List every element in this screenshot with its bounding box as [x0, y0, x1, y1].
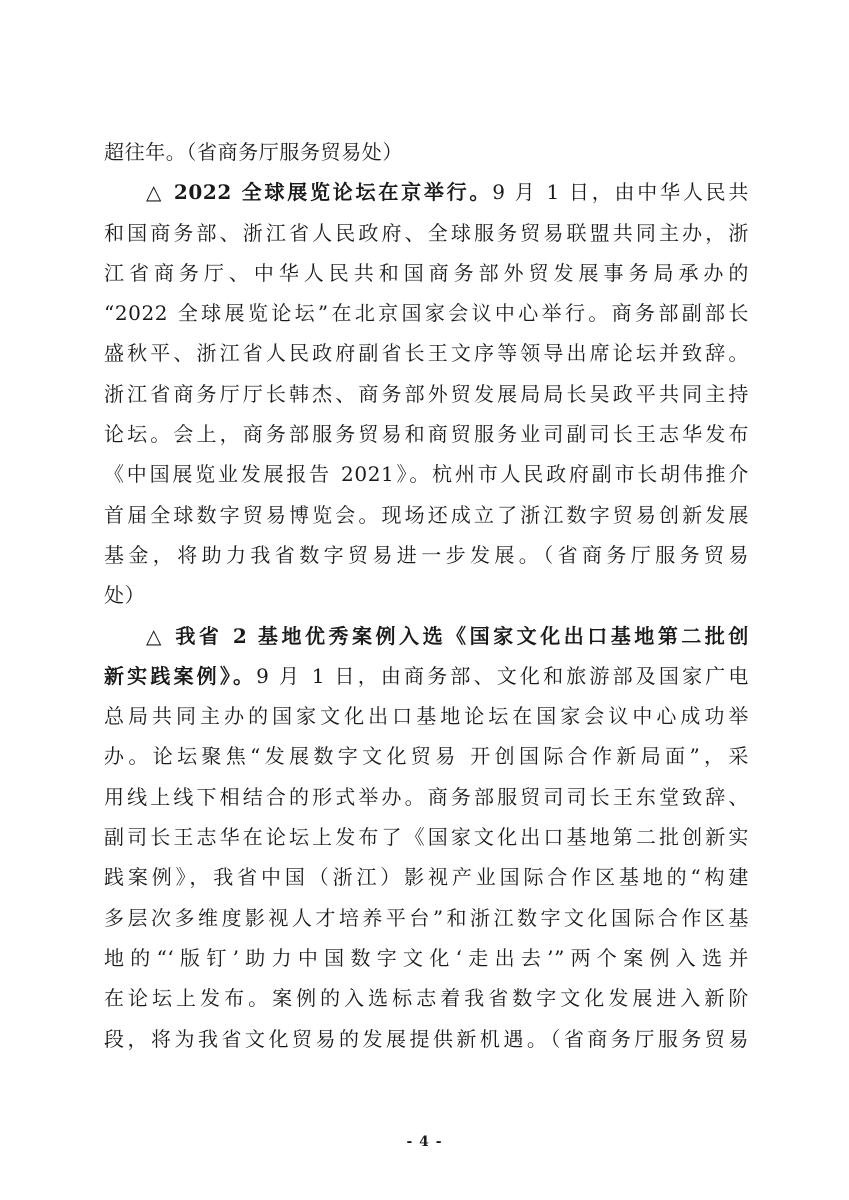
news-item-expo-forum-first-line	[104, 172, 749, 212]
paragraph-line: 论坛。会上，商务部服务贸易和商贸服务业司副司长王志华发布	[104, 422, 749, 447]
paragraph-line: 地的“‘版钉’助力中国数字文化‘走出去’”两个案例入选并	[104, 945, 749, 970]
page-number: - 4 -	[406, 1134, 443, 1150]
paragraph-line: 盛秋平、浙江省人民政府副省长王文序等领导出席论坛并致辞。	[104, 341, 749, 366]
paragraph-line: “2022 全球展览论坛”在北京国家会议中心举行。商务部副部长	[104, 301, 749, 326]
paragraph-line: 处）	[104, 583, 146, 608]
news-item-title: 新实践案例》。	[104, 663, 257, 688]
paragraph-text: 9 月 1 日，由商务部、文化和旅游部及国家广电	[256, 663, 749, 688]
paragraph-line: 办。论坛聚焦“发展数字文化贸易 开创国际合作新局面”，采	[104, 744, 749, 769]
paragraph-line: 浙江省商务厅厅长韩杰、商务部外贸发展局局长吴政平共同主持	[104, 381, 749, 406]
paragraph-line: 江省商务厅、中华人民共和国商务部外贸发展事务局承办的	[104, 260, 749, 285]
paragraph-continuation: 超往年。（省商务厅服务贸易处）	[104, 140, 403, 164]
paragraph-line: 和国商务部、浙江省人民政府、全球服务贸易联盟共同主办，浙	[104, 220, 749, 245]
paragraph-line: 多层次多维度影视人才培养平台”和浙江数字文化国际合作区基	[104, 905, 749, 930]
paragraph-line: 总局共同主办的国家文化出口基地论坛在国家会议中心成功举	[104, 704, 749, 729]
news-item-cultural-export-first-line	[104, 656, 749, 696]
paragraph-line: 基金，将助力我省数字贸易进一步发展。（省商务厅服务贸易	[104, 542, 749, 567]
paragraph-line: 用线上线下相结合的形式举办。商务部服贸司司长王东堂致辞、	[104, 784, 749, 809]
paragraph-line: 首届全球数字贸易博览会。现场还成立了浙江数字贸易创新发展	[104, 502, 749, 527]
paragraph-line: 副司长王志华在论坛上发布了《国家文化出口基地第二批创新实	[104, 825, 749, 850]
paragraph-line: 在论坛上发布。案例的入选标志着我省数字文化发展进入新阶	[104, 986, 749, 1011]
article-body	[104, 132, 749, 1059]
news-item-title-line: △ 我省 2 基地优秀案例入选《国家文化出口基地第二批创	[146, 623, 749, 648]
paragraph-line: 践案例》，我省中国（浙江）影视产业国际合作区基地的“构建	[104, 865, 749, 890]
paragraph-line: 《中国展览业发展报告 2021》。杭州市人民政府副市长胡伟推介	[104, 462, 749, 487]
news-item-title: △ 2022 全球展览论坛在京举行。	[146, 180, 493, 205]
paragraph-line: 段，将为我省文化贸易的发展提供新机遇。（省商务厅服务贸易	[104, 1026, 749, 1051]
paragraph-text: 9 月 1 日，由中华人民共	[492, 180, 749, 205]
